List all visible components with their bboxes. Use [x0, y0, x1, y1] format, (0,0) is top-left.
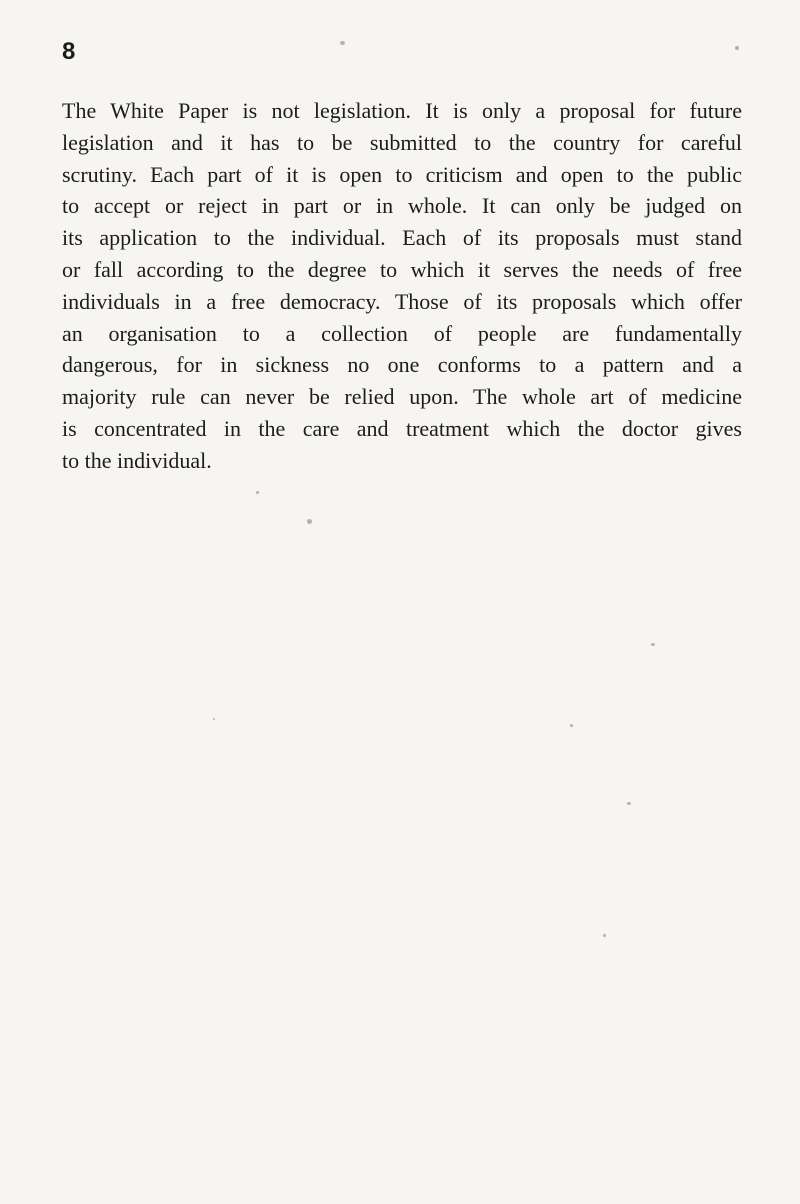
text-line: to accept or reject in part or in whole. It can only be judged on [62, 193, 742, 219]
text-line: individuals in a free democracy. Those of its proposals which offer [62, 288, 742, 314]
text-line: majority rule can never be relied upon. The whole art of medicine [62, 384, 742, 410]
paper-speck [307, 519, 312, 524]
paper-speck [570, 724, 573, 727]
paper-speck [651, 643, 655, 646]
paper-speck [213, 718, 215, 720]
text-line: an organisation to a collection of people are fundamentally [62, 320, 742, 346]
page-number: 8 [62, 38, 76, 65]
paper-speck [340, 41, 345, 45]
text-line: legislation and it has to be submitted to the country for careful [62, 129, 742, 155]
paper-speck [256, 491, 259, 494]
text-line: its application to the individual. Each of its proposals must stand [62, 225, 742, 251]
text-line: to the individual. [62, 447, 212, 473]
paper-speck [627, 802, 631, 805]
body-paragraph [62, 95, 742, 477]
text-line: The White Paper is not legislation. It is only a proposal for future [62, 98, 742, 123]
paper-speck [603, 934, 606, 937]
text-line: scrutiny. Each part of it is open to criticism and open to the public [62, 161, 742, 187]
paper-speck [735, 46, 739, 50]
text-line: is concentrated in the care and treatment which the doctor gives [62, 415, 742, 441]
text-line: dangerous, for in sickness no one conforms to a pattern and a [62, 352, 742, 378]
text-line: or fall according to the degree to which it serves the needs of free [62, 256, 742, 282]
